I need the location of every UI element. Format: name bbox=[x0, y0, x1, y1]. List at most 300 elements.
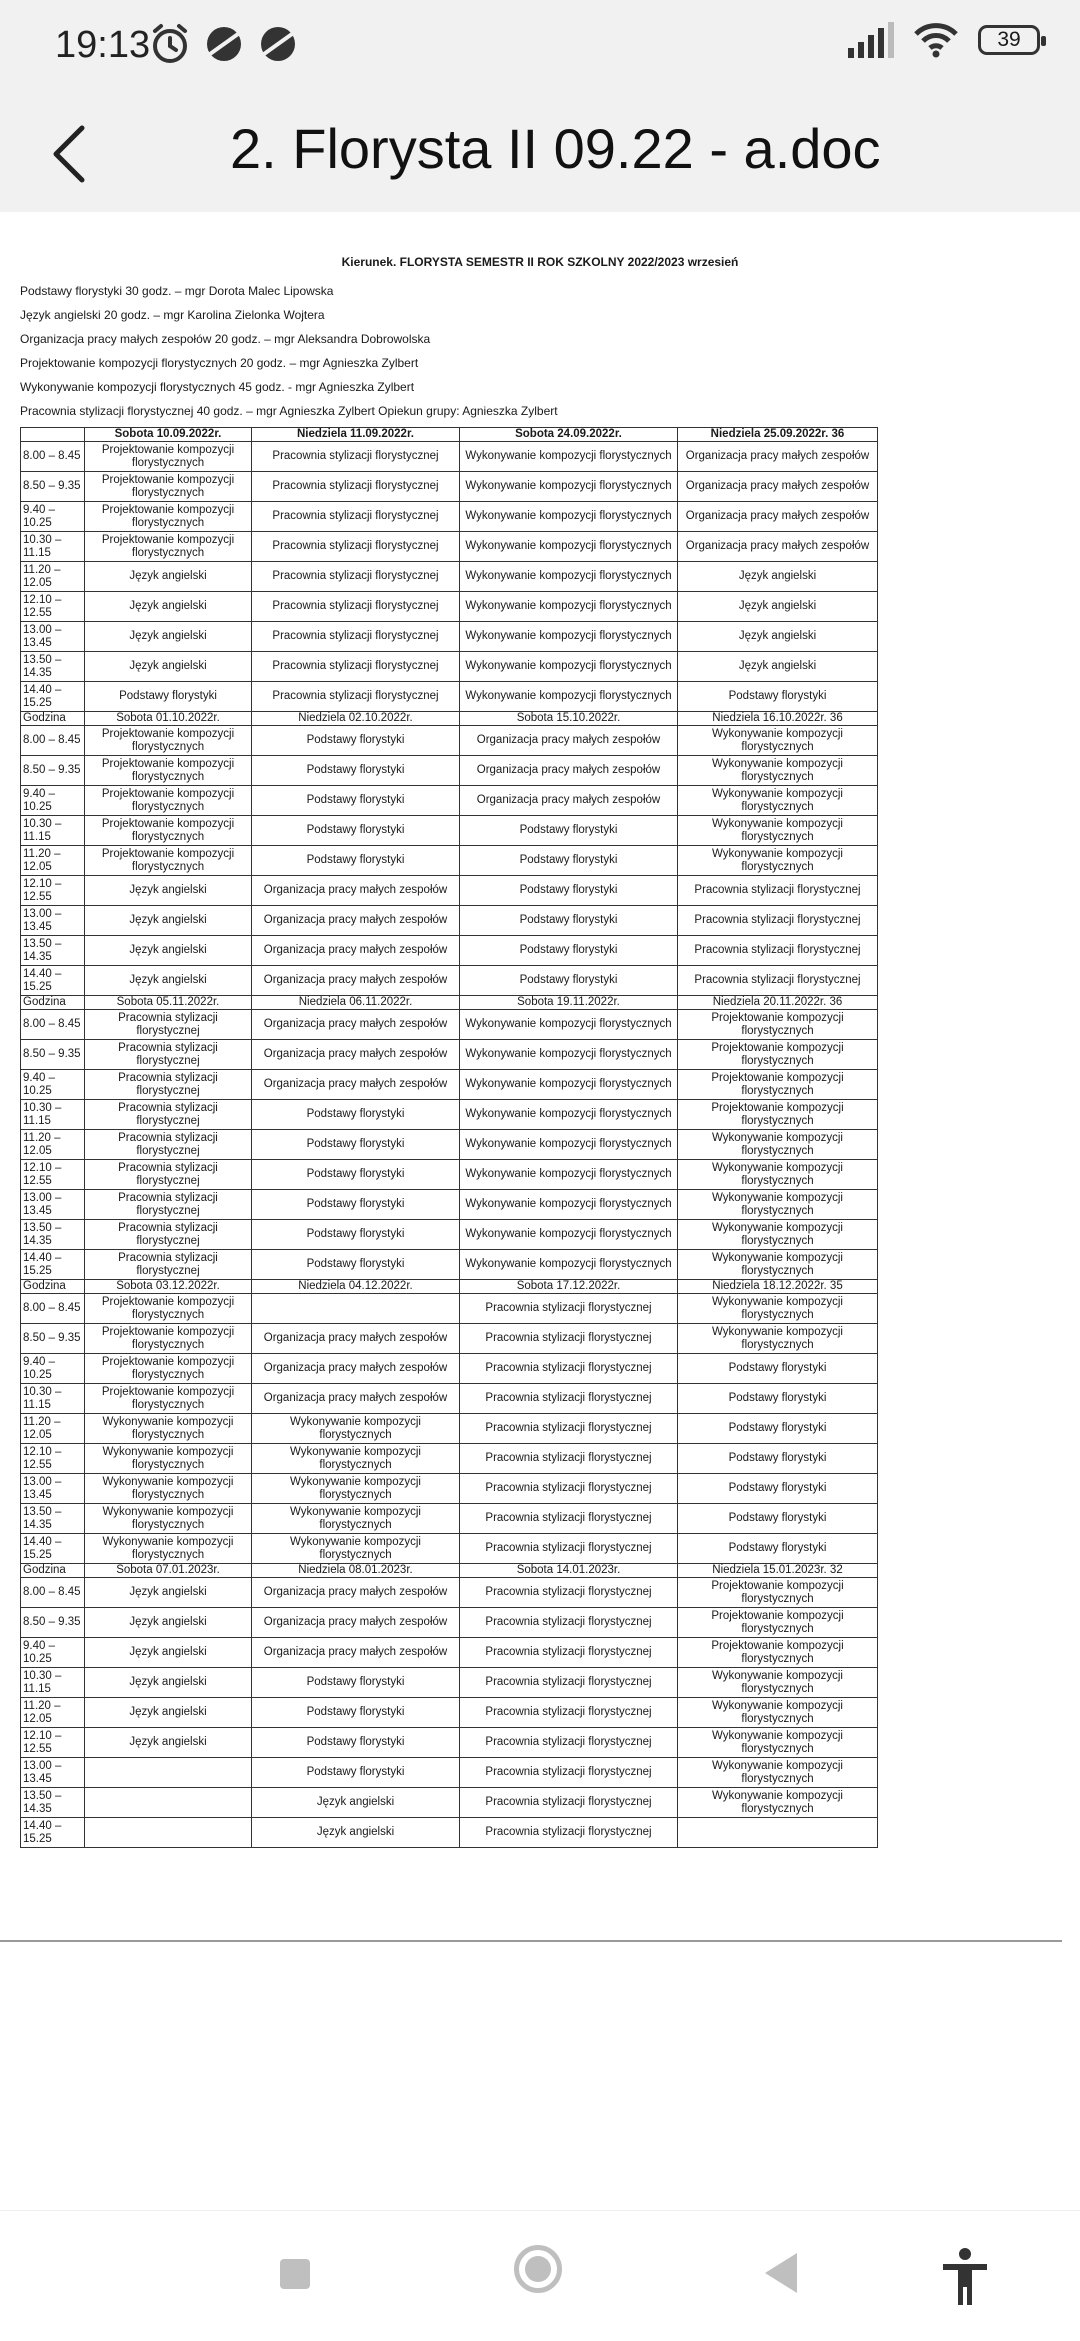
table-cell: Podstawy florystyki bbox=[460, 906, 678, 936]
status-time: 19:13 bbox=[55, 24, 151, 66]
table-cell: Wykonywanie kompozycji florystycznych bbox=[85, 1444, 252, 1474]
table-cell: Wykonywanie kompozycji florystycznych bbox=[252, 1444, 460, 1474]
table-row bbox=[21, 1728, 878, 1758]
table-row bbox=[21, 1190, 878, 1220]
table-row bbox=[21, 1638, 878, 1668]
time-cell: 13.00 – 13.45 bbox=[21, 1474, 85, 1504]
table-cell: Pracownia stylizacji florystycznej bbox=[252, 562, 460, 592]
document-heading: Kierunek. FLORYSTA SEMESTR II ROK SZKOLNY 2022/2023 wrzesień bbox=[341, 255, 739, 269]
course-info-line: Projektowanie kompozycji florystycznych 20 godz. – mgr Agnieszka Zylbert bbox=[20, 356, 419, 370]
table-cell: Projektowanie kompozycji florystycznych bbox=[85, 1354, 252, 1384]
signal-icon bbox=[848, 22, 894, 58]
wifi-icon bbox=[912, 22, 960, 58]
app-notification-icon bbox=[204, 22, 244, 66]
accessibility-icon[interactable] bbox=[940, 2247, 990, 2307]
time-cell: 13.50 – 14.35 bbox=[21, 1220, 85, 1250]
table-cell: Wykonywanie kompozycji florystycznych bbox=[678, 1668, 878, 1698]
table-cell: Podstawy florystyki bbox=[252, 1728, 460, 1758]
table-cell bbox=[678, 1818, 878, 1848]
table-cell: Pracownia stylizacji florystycznej bbox=[678, 966, 878, 996]
time-cell: Godzina bbox=[21, 1280, 85, 1294]
table-cell: Wykonywanie kompozycji florystycznych bbox=[460, 1130, 678, 1160]
back-arrow-icon[interactable] bbox=[40, 114, 120, 194]
table-cell: Projektowanie kompozycji florystycznych bbox=[678, 1578, 878, 1608]
time-cell: 8.50 – 9.35 bbox=[21, 1040, 85, 1070]
table-cell: Wykonywanie kompozycji florystycznych bbox=[460, 622, 678, 652]
table-cell: Organizacja pracy małych zespołów bbox=[252, 906, 460, 936]
table-row bbox=[21, 1384, 878, 1414]
table-cell: Wykonywanie kompozycji florystycznych bbox=[460, 1220, 678, 1250]
table-cell: Wykonywanie kompozycji florystycznych bbox=[678, 1728, 878, 1758]
time-cell: 13.50 – 14.35 bbox=[21, 936, 85, 966]
table-cell: Podstawy florystyki bbox=[460, 966, 678, 996]
table-cell: Podstawy florystyki bbox=[678, 1384, 878, 1414]
table-cell: Pracownia stylizacji florystycznej bbox=[85, 1010, 252, 1040]
table-cell: Sobota 15.10.2022r. bbox=[460, 712, 678, 726]
course-info-line: Wykonywanie kompozycji florystycznych 45 godz. - mgr Agnieszka Zylbert bbox=[20, 380, 415, 394]
table-cell: Język angielski bbox=[85, 1728, 252, 1758]
time-cell: 13.50 – 14.35 bbox=[21, 1504, 85, 1534]
table-cell: Język angielski bbox=[85, 652, 252, 682]
time-cell: 11.20 – 12.05 bbox=[21, 1130, 85, 1160]
table-cell: Język angielski bbox=[85, 592, 252, 622]
table-cell: Podstawy florystyki bbox=[460, 936, 678, 966]
time-cell: 8.00 – 8.45 bbox=[21, 1578, 85, 1608]
table-cell: Organizacja pracy małych zespołów bbox=[678, 532, 878, 562]
battery-level: 39 bbox=[997, 28, 1021, 51]
table-cell: Niedziela 06.11.2022r. bbox=[252, 996, 460, 1010]
table-cell: Projektowanie kompozycji florystycznych bbox=[678, 1608, 878, 1638]
table-cell: Organizacja pracy małych zespołów bbox=[252, 1324, 460, 1354]
time-cell: 14.40 – 15.25 bbox=[21, 966, 85, 996]
table-cell: Wykonywanie kompozycji florystycznych bbox=[460, 562, 678, 592]
table-cell: Niedziela 20.11.2022r. 36 bbox=[678, 996, 878, 1010]
time-cell: 8.00 – 8.45 bbox=[21, 1294, 85, 1324]
table-cell: Język angielski bbox=[252, 1818, 460, 1848]
table-cell: Projektowanie kompozycji florystycznych bbox=[85, 756, 252, 786]
time-cell: 11.20 – 12.05 bbox=[21, 1698, 85, 1728]
table-cell: Organizacja pracy małych zespołów bbox=[678, 442, 878, 472]
table-cell: Podstawy florystyki bbox=[252, 1130, 460, 1160]
table-row bbox=[21, 472, 878, 502]
table-cell: Projektowanie kompozycji florystycznych bbox=[678, 1040, 878, 1070]
table-cell: Organizacja pracy małych zespołów bbox=[252, 1040, 460, 1070]
table-cell: Niedziela 25.09.2022r. 36 bbox=[678, 428, 878, 442]
table-cell: Pracownia stylizacji florystycznej bbox=[85, 1160, 252, 1190]
time-cell: 13.00 – 13.45 bbox=[21, 622, 85, 652]
table-cell: Podstawy florystyki bbox=[678, 1504, 878, 1534]
table-row bbox=[21, 1324, 878, 1354]
table-cell: Podstawy florystyki bbox=[678, 1444, 878, 1474]
table-row bbox=[21, 906, 878, 936]
table-cell: Język angielski bbox=[678, 562, 878, 592]
table-cell: Pracownia stylizacji florystycznej bbox=[85, 1070, 252, 1100]
document-title: 2. Florysta II 09.22 - a.doc bbox=[230, 117, 881, 180]
table-cell: Pracownia stylizacji florystycznej bbox=[460, 1294, 678, 1324]
table-row bbox=[21, 1698, 878, 1728]
time-cell: 12.10 – 12.55 bbox=[21, 1444, 85, 1474]
table-cell: Projektowanie kompozycji florystycznych bbox=[678, 1638, 878, 1668]
table-header-row bbox=[21, 1280, 878, 1294]
time-cell: 14.40 – 15.25 bbox=[21, 1250, 85, 1280]
table-row bbox=[21, 1504, 878, 1534]
table-cell: Wykonywanie kompozycji florystycznych bbox=[678, 1250, 878, 1280]
back-icon[interactable] bbox=[765, 2253, 797, 2293]
table-cell: Wykonywanie kompozycji florystycznych bbox=[252, 1414, 460, 1444]
table-cell: Podstawy florystyki bbox=[252, 756, 460, 786]
table-cell: Pracownia stylizacji florystycznej bbox=[85, 1250, 252, 1280]
table-cell: Niedziela 11.09.2022r. bbox=[252, 428, 460, 442]
table-row bbox=[21, 1818, 878, 1848]
time-cell: 8.50 – 9.35 bbox=[21, 1324, 85, 1354]
table-cell: Pracownia stylizacji florystycznej bbox=[460, 1534, 678, 1564]
table-cell: Podstawy florystyki bbox=[252, 726, 460, 756]
table-cell: Wykonywanie kompozycji florystycznych bbox=[460, 682, 678, 712]
course-info-line: Organizacja pracy małych zespołów 20 godz. – mgr Aleksandra Dobrowolska bbox=[20, 332, 431, 346]
table-cell: Wykonywanie kompozycji florystycznych bbox=[678, 1698, 878, 1728]
table-row bbox=[21, 1070, 878, 1100]
table-row bbox=[21, 682, 878, 712]
table-cell: Wykonywanie kompozycji florystycznych bbox=[678, 726, 878, 756]
course-info-list bbox=[20, 279, 1060, 423]
table-cell: Organizacja pracy małych zespołów bbox=[252, 1638, 460, 1668]
table-cell: Sobota 19.11.2022r. bbox=[460, 996, 678, 1010]
table-cell: Wykonywanie kompozycji florystycznych bbox=[460, 532, 678, 562]
table-cell: Organizacja pracy małych zespołów bbox=[460, 756, 678, 786]
table-row bbox=[21, 816, 878, 846]
time-cell: 9.40 – 10.25 bbox=[21, 1638, 85, 1668]
table-row bbox=[21, 876, 878, 906]
table-cell: Pracownia stylizacji florystycznej bbox=[85, 1040, 252, 1070]
table-cell: Organizacja pracy małych zespołów bbox=[252, 876, 460, 906]
time-cell: 14.40 – 15.25 bbox=[21, 1534, 85, 1564]
table-cell: Podstawy florystyki bbox=[678, 682, 878, 712]
table-cell: Wykonywanie kompozycji florystycznych bbox=[460, 1160, 678, 1190]
table-cell: Organizacja pracy małych zespołów bbox=[460, 726, 678, 756]
table-cell: Pracownia stylizacji florystycznej bbox=[460, 1728, 678, 1758]
table-cell: Podstawy florystyki bbox=[252, 1698, 460, 1728]
table-cell: Sobota 17.12.2022r. bbox=[460, 1280, 678, 1294]
table-row bbox=[21, 1668, 878, 1698]
table-cell: Wykonywanie kompozycji florystycznych bbox=[678, 1190, 878, 1220]
table-row bbox=[21, 1220, 878, 1250]
time-cell: 13.50 – 14.35 bbox=[21, 652, 85, 682]
table-cell: Wykonywanie kompozycji florystycznych bbox=[460, 1250, 678, 1280]
table-cell: Sobota 05.11.2022r. bbox=[85, 996, 252, 1010]
table-cell: Niedziela 15.01.2023r. 32 bbox=[678, 1564, 878, 1578]
table-cell: Organizacja pracy małych zespołów bbox=[252, 1010, 460, 1040]
table-cell bbox=[85, 1758, 252, 1788]
table-cell: Język angielski bbox=[85, 562, 252, 592]
table-row bbox=[21, 1608, 878, 1638]
table-cell: Organizacja pracy małych zespołów bbox=[252, 966, 460, 996]
table-cell: Sobota 24.09.2022r. bbox=[460, 428, 678, 442]
time-cell: 11.20 – 12.05 bbox=[21, 846, 85, 876]
table-cell: Projektowanie kompozycji florystycznych bbox=[85, 786, 252, 816]
table-cell: Niedziela 02.10.2022r. bbox=[252, 712, 460, 726]
table-cell: Wykonywanie kompozycji florystycznych bbox=[678, 786, 878, 816]
app-bar bbox=[0, 92, 1080, 212]
table-row bbox=[21, 966, 878, 996]
table-cell: Wykonywanie kompozycji florystycznych bbox=[460, 1010, 678, 1040]
table-cell: Wykonywanie kompozycji florystycznych bbox=[678, 846, 878, 876]
table-cell: Pracownia stylizacji florystycznej bbox=[85, 1220, 252, 1250]
table-cell: Język angielski bbox=[678, 622, 878, 652]
table-cell: Wykonywanie kompozycji florystycznych bbox=[678, 1788, 878, 1818]
table-cell: Wykonywanie kompozycji florystycznych bbox=[678, 1324, 878, 1354]
table-cell: Pracownia stylizacji florystycznej bbox=[85, 1130, 252, 1160]
table-row bbox=[21, 1040, 878, 1070]
table-cell: Pracownia stylizacji florystycznej bbox=[460, 1444, 678, 1474]
table-cell: Podstawy florystyki bbox=[678, 1534, 878, 1564]
table-cell: Organizacja pracy małych zespołów bbox=[460, 786, 678, 816]
table-cell: Język angielski bbox=[252, 1788, 460, 1818]
time-cell: 12.10 – 12.55 bbox=[21, 592, 85, 622]
table-cell: Podstawy florystyki bbox=[252, 786, 460, 816]
recent-apps-icon[interactable] bbox=[280, 2259, 310, 2289]
table-cell: Wykonywanie kompozycji florystycznych bbox=[678, 1160, 878, 1190]
table-cell: Pracownia stylizacji florystycznej bbox=[460, 1818, 678, 1848]
table-cell: Niedziela 16.10.2022r. 36 bbox=[678, 712, 878, 726]
table-row bbox=[21, 1130, 878, 1160]
table-cell: Pracownia stylizacji florystycznej bbox=[85, 1100, 252, 1130]
table-cell: Wykonywanie kompozycji florystycznych bbox=[460, 1040, 678, 1070]
table-cell: Projektowanie kompozycji florystycznych bbox=[85, 472, 252, 502]
time-cell: 12.10 – 12.55 bbox=[21, 876, 85, 906]
table-cell: Podstawy florystyki bbox=[252, 1190, 460, 1220]
table-cell: Pracownia stylizacji florystycznej bbox=[460, 1354, 678, 1384]
table-cell: Sobota 10.09.2022r. bbox=[85, 428, 252, 442]
table-cell: Podstawy florystyki bbox=[252, 1668, 460, 1698]
table-cell: Język angielski bbox=[85, 966, 252, 996]
table-cell: Język angielski bbox=[85, 936, 252, 966]
table-cell: Projektowanie kompozycji florystycznych bbox=[678, 1070, 878, 1100]
table-cell: Sobota 07.01.2023r. bbox=[85, 1564, 252, 1578]
table-cell: Język angielski bbox=[85, 1668, 252, 1698]
table-cell: Pracownia stylizacji florystycznej bbox=[252, 682, 460, 712]
table-header-row bbox=[21, 428, 878, 442]
table-cell: Pracownia stylizacji florystycznej bbox=[252, 622, 460, 652]
table-cell: Wykonywanie kompozycji florystycznych bbox=[678, 1758, 878, 1788]
table-cell: Organizacja pracy małych zespołów bbox=[252, 1070, 460, 1100]
table-row bbox=[21, 786, 878, 816]
time-cell: 11.20 – 12.05 bbox=[21, 562, 85, 592]
table-cell: Pracownia stylizacji florystycznej bbox=[85, 1190, 252, 1220]
time-cell: 8.00 – 8.45 bbox=[21, 1010, 85, 1040]
table-cell: Język angielski bbox=[85, 1638, 252, 1668]
table-cell: Projektowanie kompozycji florystycznych bbox=[85, 816, 252, 846]
table-cell: Podstawy florystyki bbox=[252, 1220, 460, 1250]
table-cell: Podstawy florystyki bbox=[252, 1100, 460, 1130]
table-cell: Sobota 14.01.2023r. bbox=[460, 1564, 678, 1578]
table-cell: Podstawy florystyki bbox=[252, 1160, 460, 1190]
table-cell: Podstawy florystyki bbox=[678, 1474, 878, 1504]
table-cell: Podstawy florystyki bbox=[678, 1354, 878, 1384]
table-cell: Pracownia stylizacji florystycznej bbox=[460, 1638, 678, 1668]
time-cell: 13.00 – 13.45 bbox=[21, 906, 85, 936]
time-cell: 10.30 – 11.15 bbox=[21, 1384, 85, 1414]
table-cell: Wykonywanie kompozycji florystycznych bbox=[85, 1534, 252, 1564]
table-row bbox=[21, 1414, 878, 1444]
time-cell: 9.40 – 10.25 bbox=[21, 1354, 85, 1384]
table-row bbox=[21, 1444, 878, 1474]
table-row bbox=[21, 1010, 878, 1040]
table-cell: Organizacja pracy małych zespołów bbox=[252, 1578, 460, 1608]
table-header-row bbox=[21, 1564, 878, 1578]
table-cell: Pracownia stylizacji florystycznej bbox=[460, 1788, 678, 1818]
table-cell: Wykonywanie kompozycji florystycznych bbox=[85, 1474, 252, 1504]
table-row bbox=[21, 502, 878, 532]
table-header-row bbox=[21, 996, 878, 1010]
table-cell: Niedziela 08.01.2023r. bbox=[252, 1564, 460, 1578]
time-cell: 13.00 – 13.45 bbox=[21, 1190, 85, 1220]
table-row bbox=[21, 652, 878, 682]
course-info-line: Język angielski 20 godz. – mgr Karolina Zielonka Wojtera bbox=[20, 308, 325, 322]
table-cell: Wykonywanie kompozycji florystycznych bbox=[460, 502, 678, 532]
table-cell: Pracownia stylizacji florystycznej bbox=[678, 936, 878, 966]
time-cell: 8.00 – 8.45 bbox=[21, 726, 85, 756]
table-cell bbox=[85, 1818, 252, 1848]
table-cell: Sobota 01.10.2022r. bbox=[85, 712, 252, 726]
table-cell: Podstawy florystyki bbox=[252, 816, 460, 846]
table-row bbox=[21, 592, 878, 622]
table-cell: Projektowanie kompozycji florystycznych bbox=[85, 1294, 252, 1324]
table-cell: Organizacja pracy małych zespołów bbox=[678, 502, 878, 532]
table-cell: Język angielski bbox=[85, 906, 252, 936]
table-cell: Organizacja pracy małych zespołów bbox=[252, 936, 460, 966]
table-cell: Wykonywanie kompozycji florystycznych bbox=[460, 1100, 678, 1130]
table-row bbox=[21, 846, 878, 876]
document-page bbox=[20, 255, 1060, 1848]
time-cell: 12.10 – 12.55 bbox=[21, 1160, 85, 1190]
time-cell: 8.50 – 9.35 bbox=[21, 756, 85, 786]
table-cell: Język angielski bbox=[85, 1698, 252, 1728]
table-cell: Organizacja pracy małych zespołów bbox=[678, 472, 878, 502]
table-row bbox=[21, 1160, 878, 1190]
course-info-line: Podstawy florystyki 30 godz. – mgr Dorota Malec Lipowska bbox=[20, 284, 334, 298]
time-cell: 10.30 – 11.15 bbox=[21, 1668, 85, 1698]
table-cell: Sobota 03.12.2022r. bbox=[85, 1280, 252, 1294]
time-cell: Godzina bbox=[21, 1564, 85, 1578]
time-cell: 12.10 – 12.55 bbox=[21, 1728, 85, 1758]
table-cell: Pracownia stylizacji florystycznej bbox=[460, 1384, 678, 1414]
table-cell: Pracownia stylizacji florystycznej bbox=[678, 876, 878, 906]
table-cell: Wykonywanie kompozycji florystycznych bbox=[678, 1294, 878, 1324]
table-header-row bbox=[21, 712, 878, 726]
table-cell: Podstawy florystyki bbox=[460, 846, 678, 876]
table-cell: Wykonywanie kompozycji florystycznych bbox=[252, 1534, 460, 1564]
table-cell: Pracownia stylizacji florystycznej bbox=[252, 472, 460, 502]
time-cell: 8.00 – 8.45 bbox=[21, 442, 85, 472]
table-cell: Podstawy florystyki bbox=[252, 1250, 460, 1280]
table-row bbox=[21, 1788, 878, 1818]
table-cell: Wykonywanie kompozycji florystycznych bbox=[460, 442, 678, 472]
table-row bbox=[21, 756, 878, 786]
table-cell: Język angielski bbox=[85, 1578, 252, 1608]
table-cell: Niedziela 18.12.2022r. 35 bbox=[678, 1280, 878, 1294]
table-cell: Projektowanie kompozycji florystycznych bbox=[85, 502, 252, 532]
table-cell: Podstawy florystyki bbox=[460, 876, 678, 906]
table-cell: Pracownia stylizacji florystycznej bbox=[460, 1324, 678, 1354]
time-cell: 14.40 – 15.25 bbox=[21, 1818, 85, 1848]
table-cell: Pracownia stylizacji florystycznej bbox=[460, 1504, 678, 1534]
table-cell: Pracownia stylizacji florystycznej bbox=[252, 502, 460, 532]
table-cell: Język angielski bbox=[678, 652, 878, 682]
table-cell: Język angielski bbox=[678, 592, 878, 622]
app-notification-icon-2 bbox=[258, 22, 298, 66]
home-icon[interactable] bbox=[514, 2245, 562, 2293]
table-cell: Pracownia stylizacji florystycznej bbox=[460, 1608, 678, 1638]
table-cell: Podstawy florystyki bbox=[252, 1758, 460, 1788]
table-cell: Pracownia stylizacji florystycznej bbox=[252, 652, 460, 682]
time-cell: 8.50 – 9.35 bbox=[21, 472, 85, 502]
table-cell: Niedziela 04.12.2022r. bbox=[252, 1280, 460, 1294]
status-bar bbox=[0, 0, 1080, 92]
table-row bbox=[21, 1294, 878, 1324]
time-cell: 9.40 – 10.25 bbox=[21, 786, 85, 816]
table-cell: Pracownia stylizacji florystycznej bbox=[460, 1668, 678, 1698]
time-cell bbox=[21, 428, 85, 442]
time-cell: 10.30 – 11.15 bbox=[21, 532, 85, 562]
table-cell: Pracownia stylizacji florystycznej bbox=[460, 1698, 678, 1728]
status-notification-icons bbox=[150, 22, 298, 66]
table-cell: Wykonywanie kompozycji florystycznych bbox=[252, 1504, 460, 1534]
table-row bbox=[21, 622, 878, 652]
table-cell: Projektowanie kompozycji florystycznych bbox=[678, 1010, 878, 1040]
table-row bbox=[21, 1758, 878, 1788]
status-system-icons bbox=[848, 22, 1040, 58]
table-cell: Język angielski bbox=[85, 622, 252, 652]
table-cell: Projektowanie kompozycji florystycznych bbox=[85, 726, 252, 756]
table-row bbox=[21, 1354, 878, 1384]
table-cell: Podstawy florystyki bbox=[85, 682, 252, 712]
table-cell: Podstawy florystyki bbox=[252, 846, 460, 876]
table-cell: Podstawy florystyki bbox=[678, 1414, 878, 1444]
table-cell: Podstawy florystyki bbox=[460, 816, 678, 846]
table-cell: Wykonywanie kompozycji florystycznych bbox=[460, 1190, 678, 1220]
table-cell: Projektowanie kompozycji florystycznych bbox=[85, 846, 252, 876]
table-row bbox=[21, 1250, 878, 1280]
table-cell: Pracownia stylizacji florystycznej bbox=[460, 1414, 678, 1444]
table-cell: Pracownia stylizacji florystycznej bbox=[252, 442, 460, 472]
table-cell: Projektowanie kompozycji florystycznych bbox=[85, 1384, 252, 1414]
course-info-line: Pracownia stylizacji florystycznej 40 godz. – mgr Agnieszka Zylbert Opiekun grupy: Agnieszka Zylbert bbox=[20, 404, 558, 418]
time-cell: Godzina bbox=[21, 996, 85, 1010]
time-cell: 9.40 – 10.25 bbox=[21, 1070, 85, 1100]
table-cell bbox=[252, 1294, 460, 1324]
battery-indicator bbox=[978, 25, 1040, 55]
table-cell: Język angielski bbox=[85, 1608, 252, 1638]
table-cell: Wykonywanie kompozycji florystycznych bbox=[678, 1220, 878, 1250]
schedule-table bbox=[20, 427, 878, 1848]
table-cell: Wykonywanie kompozycji florystycznych bbox=[460, 472, 678, 502]
table-cell: Wykonywanie kompozycji florystycznych bbox=[85, 1414, 252, 1444]
table-cell bbox=[85, 1788, 252, 1818]
table-cell: Projektowanie kompozycji florystycznych bbox=[678, 1100, 878, 1130]
table-row bbox=[21, 936, 878, 966]
table-row bbox=[21, 442, 878, 472]
table-cell: Organizacja pracy małych zespołów bbox=[252, 1384, 460, 1414]
table-row bbox=[21, 1100, 878, 1130]
table-cell: Pracownia stylizacji florystycznej bbox=[460, 1578, 678, 1608]
table-cell: Pracownia stylizacji florystycznej bbox=[460, 1758, 678, 1788]
table-row bbox=[21, 1578, 878, 1608]
table-cell: Wykonywanie kompozycji florystycznych bbox=[460, 1070, 678, 1100]
time-cell: 13.00 – 13.45 bbox=[21, 1758, 85, 1788]
table-cell: Wykonywanie kompozycji florystycznych bbox=[85, 1504, 252, 1534]
table-cell: Projektowanie kompozycji florystycznych bbox=[85, 1324, 252, 1354]
table-row bbox=[21, 726, 878, 756]
